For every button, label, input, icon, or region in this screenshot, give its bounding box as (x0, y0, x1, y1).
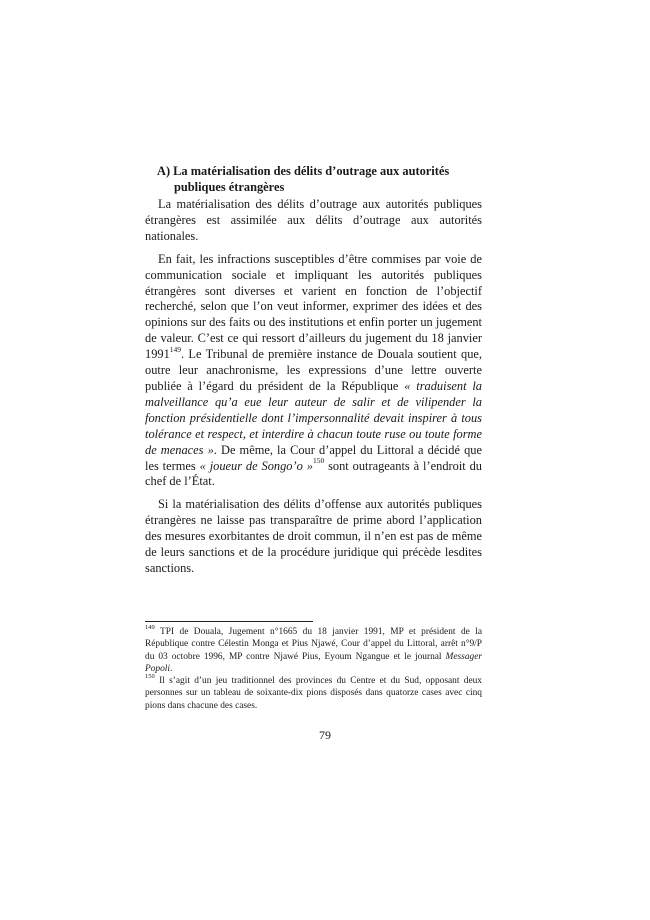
paragraph-2-text-d: sont outrageants à l’endroit du chef de l’État. (145, 458, 483, 489)
section-heading (145, 163, 482, 195)
page-body (145, 163, 482, 584)
paragraph-2-text-c: . De même, la Cour d’appel du Littoral a décidé que les termes (145, 442, 482, 473)
section-heading-line1: A) La matérialisation des délits d’outrage aux autorités (157, 164, 450, 178)
page-number: 79 (319, 728, 331, 742)
paragraph-3: Si la matérialisation des délits d’offense aux autorités publiques étrangères ne laisse pas transparaître de prime abord l’application des mesures exorbitantes de droit commun, il n’en est pas de même de leurs sanctions et de la procédure juridique qui précède lesdites sanctions. (145, 497, 482, 575)
footnote-ref-149[interactable]: 149 (169, 345, 182, 355)
footnote-150-number: 150 (145, 673, 155, 681)
paragraph-2 (145, 252, 482, 491)
paragraph-2-text-a: En fait, les infractions susceptibles d’être commises par voie de communication sociale et impliquant les autorités publiques étrangères sont diverses et varient en fonction de l’objectif recherché, selon que l’on veut informer, exprimer des idées et des opinions sur des faits ou des institutions et enfin porter un jugement de valeur. C’est ce qui ressort d’ailleurs du jugement du 18 janvier 1991 (145, 251, 482, 362)
footnote-ref-150[interactable]: 150 (312, 456, 325, 466)
footnote-150 (145, 675, 482, 712)
paragraph-2-text-b: . Le Tribunal de première instance de Douala soutient que, outre leur anachronisme, les expressions d’une lettre ouverte publiée à l’égard du président de la République (145, 347, 482, 393)
footnote-150-text: Il s’agit d’un jeu traditionnel des provinces du Centre et du Sud, opposant deux personnes sur un tableau de soixante-dix pions disposés dans quatorze cases avec cinq pions dans chacune des cases. (145, 676, 482, 711)
paragraph-1: La matérialisation des délits d’outrage aux autorités publiques étrangères est assimilée aux délits d’outrage aux autorités nationales. (145, 197, 482, 243)
section-heading-line2: publiques étrangères (174, 180, 285, 194)
footnote-149 (145, 623, 482, 675)
footnote-separator (145, 621, 313, 622)
footnote-149-text: TPI de Douala, Jugement n°1665 du 18 janvier 1991, MP et président de la République contre Célestin Monga et Pius Njawé, Cour d’appel du Littoral, arrêt n°9/P du 03 octobre 1996, MP contre Njawé Pius, Eyoum Ngangue et le journal (145, 627, 482, 662)
footnote-149-end: . (170, 663, 173, 674)
paragraph-2-quote: « traduisent la malveillance qu’a eue leur auteur de salir et de vilipender la fonction présidentielle dont l’impersonnalité devait inspirer à tous tolérance et respect, et interdire à chacun toute ruse ou toute forme de menaces » (145, 378, 482, 457)
paragraph-2-term: « joueur de Songo’o » (199, 458, 313, 473)
footnote-149-journal: Messager Popoli (145, 651, 482, 674)
footnotes (145, 623, 482, 712)
footnote-149-number: 149 (145, 623, 155, 631)
